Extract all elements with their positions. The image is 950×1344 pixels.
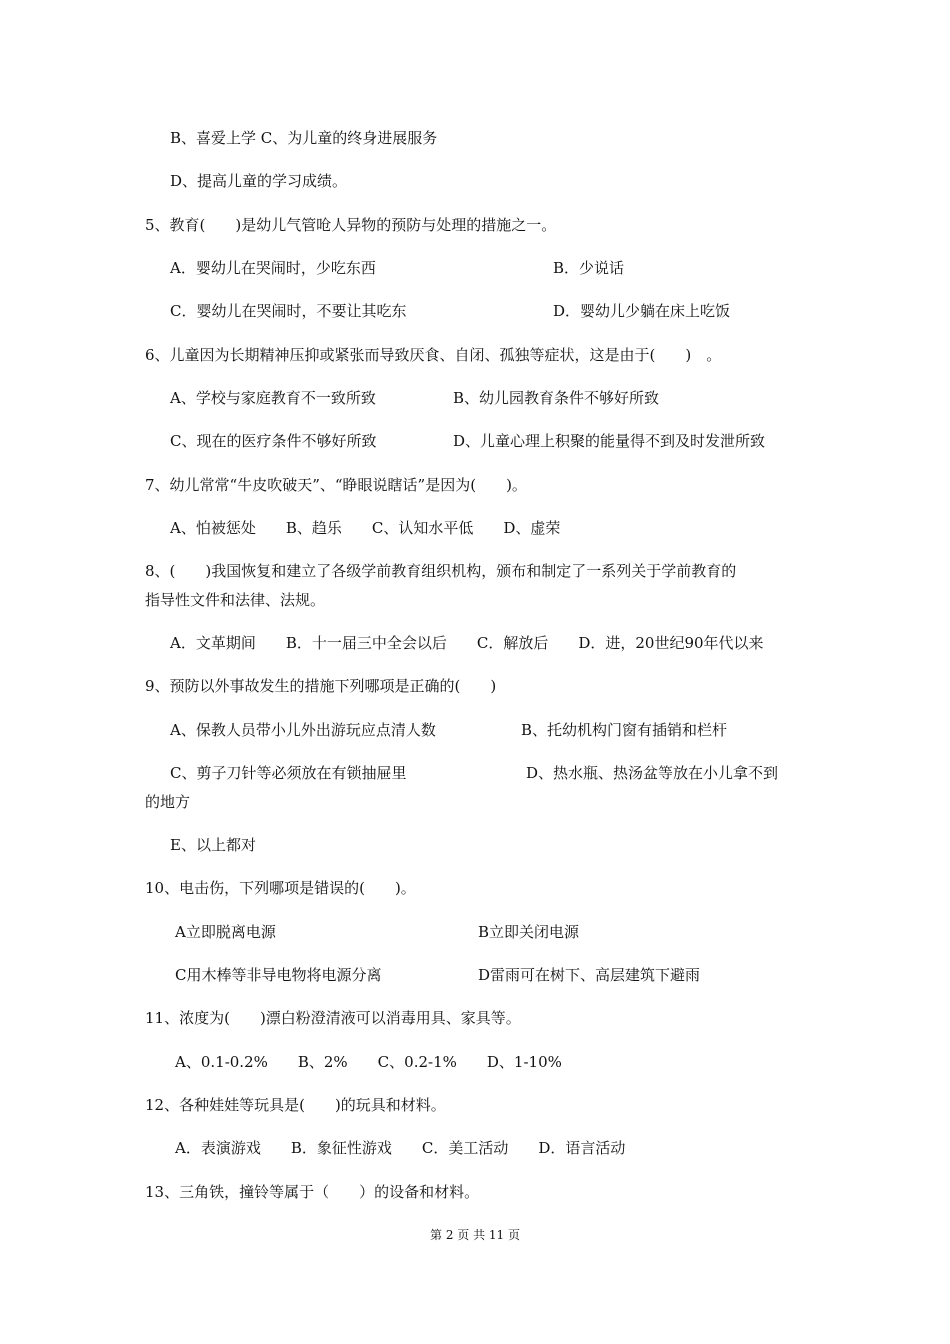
- question-9-option-d: D、热水瓶、热汤盆等放在小儿拿不到: [526, 764, 779, 782]
- question-5-option-b: B．少说话: [553, 259, 625, 277]
- question-5-option-d: D．婴幼儿少躺在床上吃饭: [553, 302, 731, 320]
- question-6-option-d: D、儿童心理上积聚的能量得不到及时发泄所致: [453, 432, 766, 450]
- question-9-option-e: E、以上都对: [170, 836, 256, 854]
- question-7: 7、幼儿常常“牛皮吹破天”、“睁眼说瞎话”是因为( )。: [145, 476, 527, 494]
- question-8-options: A．文革期间 B．十一届三中全会以后 C．解放后 D．进，20世纪90年代以来: [170, 634, 764, 652]
- question-5: 5、教育( )是幼儿气管呛人异物的预防与处理的措施之一。: [145, 216, 557, 234]
- question-10-option-c: C用木棒等非导电物将电源分离: [175, 966, 382, 984]
- question-4-option-d: D、提高儿童的学习成绩。: [170, 172, 348, 190]
- question-13: 13、三角铁，撞铃等属于（ ）的设备和材料。: [145, 1183, 480, 1201]
- question-6-option-c: C、现在的医疗条件不够好所致: [170, 432, 377, 450]
- question-9-option-d-continued: 的地方: [145, 793, 191, 811]
- question-6-option-b: B、幼儿园教育条件不够好所致: [453, 389, 660, 407]
- question-6: 6、儿童因为长期精神压抑或紧张而导致厌食、自闭、孤独等症状，这是由于( ) 。: [145, 346, 722, 364]
- question-10-option-a: A立即脱离电源: [175, 923, 276, 941]
- question-4-option-b-c: B、喜爱上学 C、为儿童的终身进展服务: [170, 129, 438, 147]
- question-5-option-c: C．婴幼儿在哭闹时，不要让其吃东: [170, 302, 407, 320]
- question-9: 9、预防以外事故发生的措施下列哪项是正确的( ): [145, 677, 497, 695]
- page-footer: 第 2 页 共 11 页: [430, 1228, 520, 1242]
- question-9-option-b: B、托幼机构门窗有插销和栏杆: [521, 721, 728, 739]
- question-11-options: A、0.1-0.2% B、2% C、0.2-1% D、1-10%: [175, 1053, 562, 1071]
- question-5-option-a: A．婴幼儿在哭闹时，少吃东西: [170, 259, 376, 277]
- question-10-option-d: D雷雨可在树下、高层建筑下避雨: [478, 966, 701, 984]
- question-10: 10、电击伤，下列哪项是错误的( )。: [145, 879, 416, 897]
- question-7-options: A、怕被惩处 B、趋乐 C、认知水平低 D、虚荣: [170, 519, 561, 537]
- question-10-option-b: B立即关闭电源: [478, 923, 580, 941]
- question-9-option-a: A、保教人员带小儿外出游玩应点清人数: [170, 721, 436, 739]
- question-6-option-a: A、学校与家庭教育不一致所致: [170, 389, 376, 407]
- question-8-continued: 指导性文件和法律、法规。: [145, 591, 326, 609]
- question-12: 12、各种娃娃等玩具是( )的玩具和材料。: [145, 1096, 446, 1114]
- question-11: 11、浓度为( )漂白粉澄清液可以消毒用具、家具等。: [145, 1009, 521, 1027]
- question-8: 8、( )我国恢复和建立了各级学前教育组织机构，颁布和制定了一系列关于学前教育的: [145, 562, 737, 580]
- question-9-option-c: C、剪子刀针等必须放在有锁抽屉里: [170, 764, 407, 782]
- question-12-options: A．表演游戏 B．象征性游戏 C．美工活动 D．语言活动: [175, 1139, 626, 1157]
